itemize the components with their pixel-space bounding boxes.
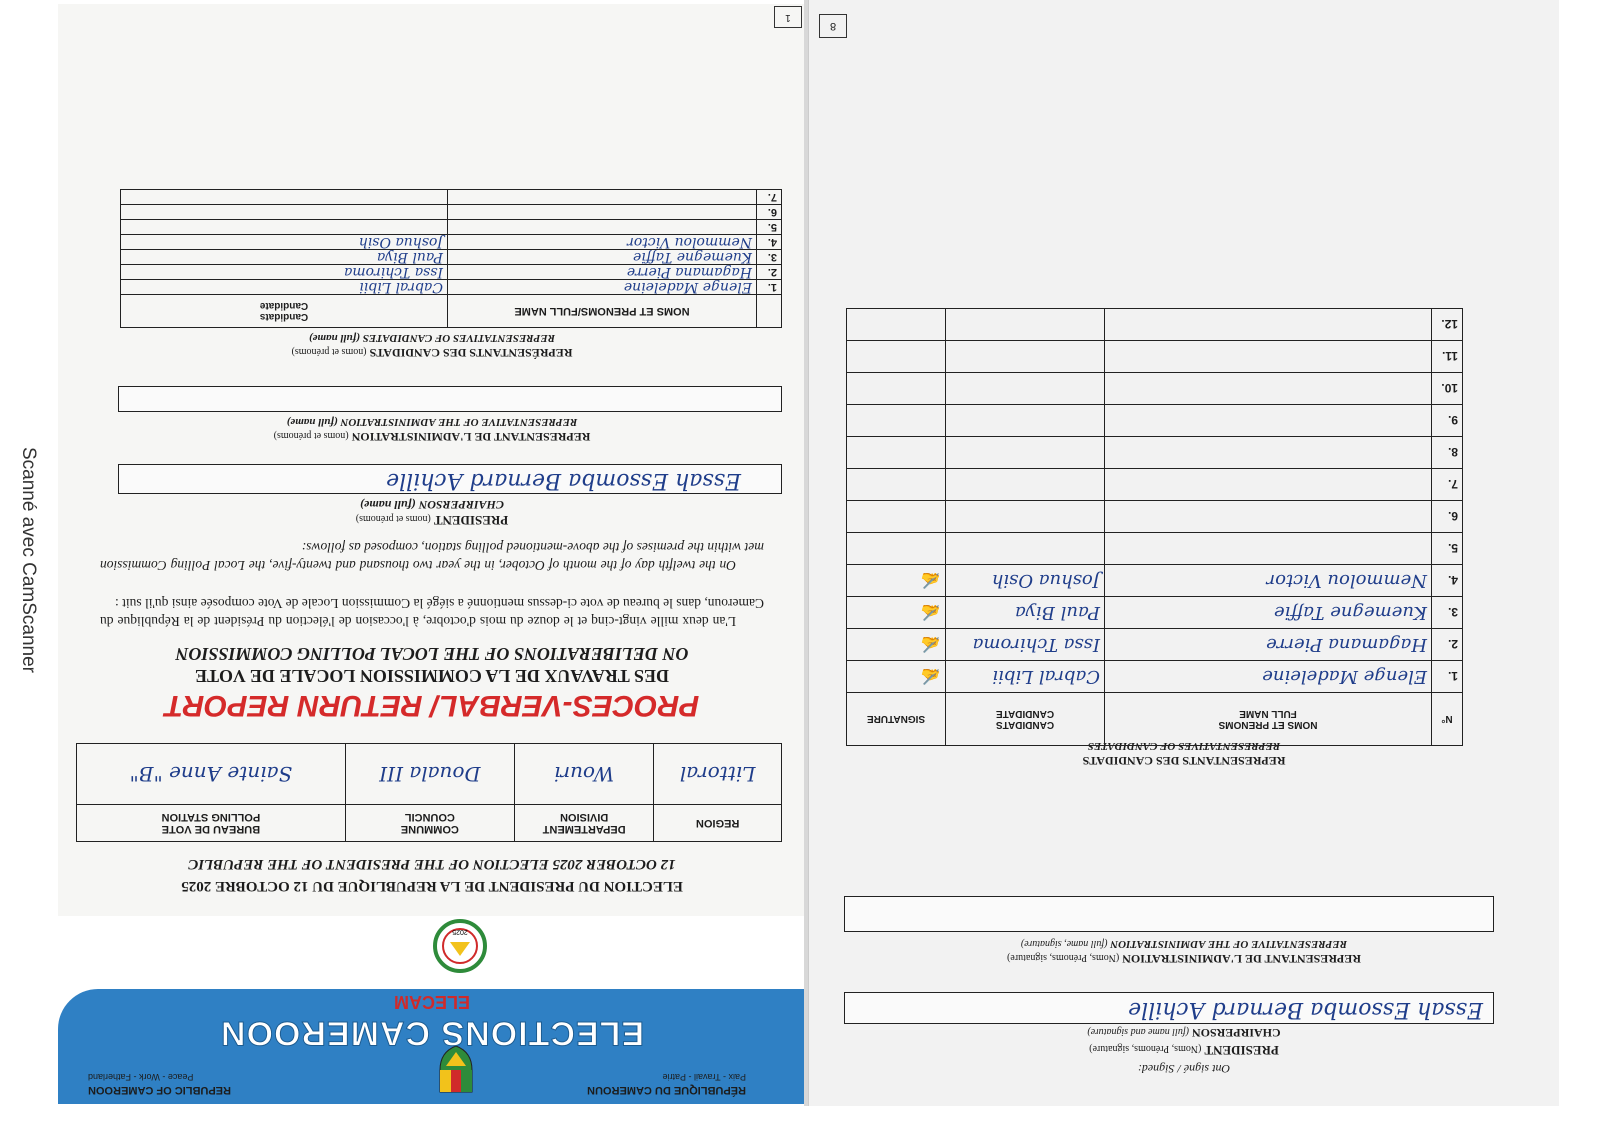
row-candidate[interactable]: Paul Biya xyxy=(946,597,1105,629)
table-row xyxy=(847,597,1463,629)
scanner-text: Scanné avec CamScanner xyxy=(18,446,39,674)
row-signature[interactable] xyxy=(847,437,946,469)
row-candidate[interactable] xyxy=(121,205,448,220)
election-emblem-icon xyxy=(432,918,488,974)
table-row xyxy=(847,469,1463,501)
value-division: Wouri xyxy=(514,744,653,805)
row-name[interactable]: Elenge Madeleine xyxy=(448,280,757,295)
right-page xyxy=(808,0,1559,1106)
chairperson-note: (Noms, Prénoms, signature) xyxy=(1089,1043,1202,1054)
table-row xyxy=(121,250,782,265)
row-signature[interactable] xyxy=(847,309,946,341)
row-number: 3. xyxy=(1432,597,1463,629)
row-name[interactable]: Nemmolou Victor xyxy=(1105,565,1432,597)
row-name[interactable] xyxy=(1105,309,1432,341)
org-title: ELECTIONS CAMEROON xyxy=(219,1014,645,1052)
chairperson-label-english: CHAIRPERSON xyxy=(1191,1026,1281,1040)
candidates-note-english: (full name) xyxy=(308,332,360,344)
report-subtitle-fr: DES TRAVAUX DE LA COMMISSION LOCALE DE VOTE xyxy=(195,666,669,686)
administration-label-english: REPRESENTATIVE OF THE ADMINISTRATION xyxy=(1110,938,1348,950)
row-name[interactable]: Hagamana Pierre xyxy=(448,265,757,280)
row-signature[interactable] xyxy=(847,501,946,533)
header-region: REGION xyxy=(654,805,782,842)
table-row xyxy=(847,565,1463,597)
candidates-label-fr xyxy=(58,345,806,360)
table-row xyxy=(847,405,1463,437)
table-row xyxy=(121,220,782,235)
row-candidate[interactable] xyxy=(946,373,1105,405)
chairperson-field[interactable] xyxy=(844,992,1494,1024)
row-candidate[interactable]: Cabral Libii xyxy=(946,661,1105,693)
administration-field[interactable] xyxy=(118,386,782,412)
candidates-label-fr: REPRESENTANTS DES CANDIDATS xyxy=(1082,754,1286,768)
administration-note: (noms et prénoms) xyxy=(273,430,349,441)
row-name[interactable] xyxy=(448,205,757,220)
row-number: 7. xyxy=(1432,469,1463,501)
value-council: Douala III xyxy=(345,744,514,805)
election-title-en: 12 OCTOBER 2025 ELECTION OF THE PRESIDENT OF THE REPUBLIC xyxy=(188,856,676,872)
row-name[interactable] xyxy=(448,190,757,205)
row-number: 1. xyxy=(757,280,782,295)
header-number xyxy=(757,295,782,328)
row-candidate[interactable] xyxy=(946,437,1105,469)
row-name[interactable]: Nemmolou Victor xyxy=(448,235,757,250)
table-row xyxy=(121,190,782,205)
row-name[interactable] xyxy=(1105,405,1432,437)
row-name[interactable] xyxy=(1105,341,1432,373)
administration-label-english: REPRESENTATIVE OF THE ADMINISTRATION xyxy=(340,416,578,428)
header-banner xyxy=(58,916,806,1104)
row-signature[interactable] xyxy=(847,405,946,437)
motto-fr: Paix - Travail - Patrie xyxy=(662,1072,746,1082)
row-number: 6. xyxy=(1432,501,1463,533)
motto-en: Peace - Work - Fatherland xyxy=(88,1072,194,1082)
value-region: Littoral xyxy=(654,744,782,805)
administration-note: (Noms, Prénoms, signature) xyxy=(1007,952,1120,963)
row-number: 5. xyxy=(1432,533,1463,565)
row-name[interactable] xyxy=(1105,533,1432,565)
row-candidate[interactable] xyxy=(946,533,1105,565)
row-name[interactable] xyxy=(448,220,757,235)
row-name[interactable] xyxy=(1105,469,1432,501)
administration-label: REPRESENTANT DE L'ADMINISTRATION xyxy=(1122,952,1361,966)
row-number: 5. xyxy=(757,220,782,235)
administration-label: REPRESENTANT DE L'ADMINISTRATION xyxy=(351,430,591,444)
header-full-name: NOMS ET PRENOMS FULL NAME xyxy=(1105,693,1432,746)
row-candidate[interactable] xyxy=(946,469,1105,501)
row-number: 6. xyxy=(757,205,782,220)
candidates-table xyxy=(120,189,782,328)
row-number: 2. xyxy=(757,265,782,280)
chairperson-label-en xyxy=(58,497,806,512)
chairperson-note-english: (full name) xyxy=(359,498,416,512)
chairperson-value: Essah Essomba Bernard Achille xyxy=(1128,997,1483,1022)
left-page xyxy=(58,4,807,1104)
intro-paragraph-fr: L'an deux mille vingt-cinq et le douze du mois d'octobre, à l'occasion de l'élection du Président de la République du Cameroun, dans le bureau de vote ci-dessus mentionné a siégé la Commission Locale de Vote composée ainsi qu'il suit : xyxy=(100,596,764,629)
table-row xyxy=(121,280,782,295)
row-signature[interactable]: ✍ xyxy=(847,629,946,661)
row-candidate[interactable]: Joshua Osih xyxy=(121,235,448,250)
chairperson-note-english: (full name and signature) xyxy=(1087,1026,1189,1037)
header-candidate: Candidats Candidate xyxy=(121,295,448,328)
administration-note-english: (full name) xyxy=(286,416,338,428)
page-number: 1 xyxy=(774,6,802,28)
chairperson-field[interactable] xyxy=(118,464,782,494)
republic-en: REPUBLIC OF CAMEROON xyxy=(88,1084,231,1096)
location-table xyxy=(76,743,782,842)
row-signature[interactable] xyxy=(847,341,946,373)
row-number: 2. xyxy=(1432,629,1463,661)
table-row xyxy=(847,341,1463,373)
header-full-name: NOMS ET PRENOMS/FULL NAME xyxy=(448,295,757,328)
row-signature[interactable] xyxy=(847,533,946,565)
emblem-year: 2025 xyxy=(452,928,468,935)
row-number: 8. xyxy=(1432,437,1463,469)
administration-field[interactable] xyxy=(844,896,1494,932)
chairperson-label-en xyxy=(809,1025,1559,1040)
row-number: 4. xyxy=(757,235,782,250)
chairperson-label-fr xyxy=(58,512,806,528)
chairperson-label: PRESIDENT xyxy=(434,513,509,528)
page-number: 8 xyxy=(819,14,847,38)
administration-note-english: (full name, signature) xyxy=(1020,938,1108,949)
row-name[interactable]: Kuemegne Taffie xyxy=(448,250,757,265)
row-name[interactable] xyxy=(1105,501,1432,533)
election-title-fr: ELECTION DU PRESIDENT DE LA REPUBLIQUE DU 12 OCTOBRE 2025 xyxy=(181,878,683,894)
row-number: 10. xyxy=(1432,373,1463,405)
org-short: ELECAM xyxy=(394,992,470,1012)
row-candidate[interactable]: Paul Biya xyxy=(121,250,448,265)
row-candidate[interactable]: Issa Tchiroma xyxy=(121,265,448,280)
row-signature[interactable]: ✍ xyxy=(847,565,946,597)
report-title: PROCES-VERBAL/ RETURN REPORT xyxy=(164,689,700,722)
table-row xyxy=(847,629,1463,661)
row-number: 12. xyxy=(1432,309,1463,341)
row-signature[interactable]: ✍ xyxy=(847,597,946,629)
header-number: N° xyxy=(1432,693,1463,746)
header-candidate: CANDIDATS CANDIDATE xyxy=(946,693,1105,746)
chairperson-value: Essah Essomba Bernard Achille xyxy=(386,468,741,493)
row-number: 9. xyxy=(1432,405,1463,437)
candidates-note: (noms et prénoms) xyxy=(291,346,367,357)
table-row xyxy=(121,265,782,280)
chairperson-note: (noms et prénoms) xyxy=(355,513,431,524)
row-number: 11. xyxy=(1432,341,1463,373)
row-candidate[interactable] xyxy=(946,405,1105,437)
table-row xyxy=(847,437,1463,469)
row-name[interactable]: Hagamana Pierre xyxy=(1105,629,1432,661)
table-row xyxy=(121,205,782,220)
header-council: COMMUNE COUNCIL xyxy=(345,805,514,842)
row-candidate[interactable] xyxy=(946,341,1105,373)
row-name[interactable] xyxy=(1105,373,1432,405)
row-candidate[interactable] xyxy=(121,220,448,235)
row-candidate[interactable] xyxy=(121,190,448,205)
row-number: 1. xyxy=(1432,661,1463,693)
scanner-watermark xyxy=(8,0,48,1131)
chairperson-label: PRESIDENT xyxy=(1204,1043,1279,1058)
candidates-signature-table xyxy=(846,308,1463,746)
value-polling-station: Sainte Anne "B" xyxy=(77,744,346,805)
table-row xyxy=(847,501,1463,533)
row-number: 3. xyxy=(757,250,782,265)
row-signature[interactable]: ✍ xyxy=(847,661,946,693)
administration-label-en xyxy=(809,938,1559,950)
chairperson-label-fr xyxy=(809,1042,1559,1058)
candidates-label-en: REPRESENTATIVES OF CANDIDATES xyxy=(1087,740,1281,752)
row-candidate[interactable]: Issa Tchiroma xyxy=(946,629,1105,661)
row-signature[interactable] xyxy=(847,469,946,501)
row-candidate[interactable] xyxy=(946,501,1105,533)
administration-label-fr xyxy=(58,429,806,444)
intro-paragraph-en: On the twelfth day of the month of October, in the year two thousand and twenty-five, the Local Polling Commission met within the premises of the above-mentioned polling station, composed as follows: xyxy=(100,540,764,573)
row-signature[interactable] xyxy=(847,373,946,405)
republic-fr: RÉPUBLIQUE DU CAMEROUN xyxy=(587,1084,746,1096)
row-number: 4. xyxy=(1432,565,1463,597)
row-candidate[interactable]: Joshua Osih xyxy=(946,565,1105,597)
signed-label: Ont signé / Signed: xyxy=(1137,1062,1231,1076)
row-name[interactable]: Kuemegne Taffie xyxy=(1105,597,1432,629)
table-row xyxy=(847,533,1463,565)
administration-label-fr xyxy=(809,951,1559,966)
chairperson-label-english: CHAIRPERSON xyxy=(418,498,505,512)
header-polling-station: BUREAU DE VOTE POLLING STATION xyxy=(77,805,346,842)
row-candidate[interactable] xyxy=(946,309,1105,341)
row-candidate[interactable]: Cabral Libii xyxy=(121,280,448,295)
table-row xyxy=(847,309,1463,341)
row-name[interactable] xyxy=(1105,437,1432,469)
row-number: 7. xyxy=(757,190,782,205)
candidates-label-en xyxy=(58,332,806,344)
administration-label-en xyxy=(58,416,806,428)
table-row xyxy=(121,235,782,250)
candidates-label-english: REPRESENTATIVES OF CANDIDATES xyxy=(362,332,556,344)
table-row xyxy=(847,661,1463,693)
header-signature: SIGNATURE xyxy=(847,693,946,746)
report-subtitle-en: ON DELIBERATIONS OF THE LOCAL POLLING COMMISSION xyxy=(175,644,689,664)
header-division: DEPARTEMENT DIVISION xyxy=(514,805,653,842)
row-name[interactable]: Elenge Madeleine xyxy=(1105,661,1432,693)
table-row xyxy=(847,373,1463,405)
candidates-label: REPRÉSENTANTS DES CANDIDATS xyxy=(369,346,573,360)
